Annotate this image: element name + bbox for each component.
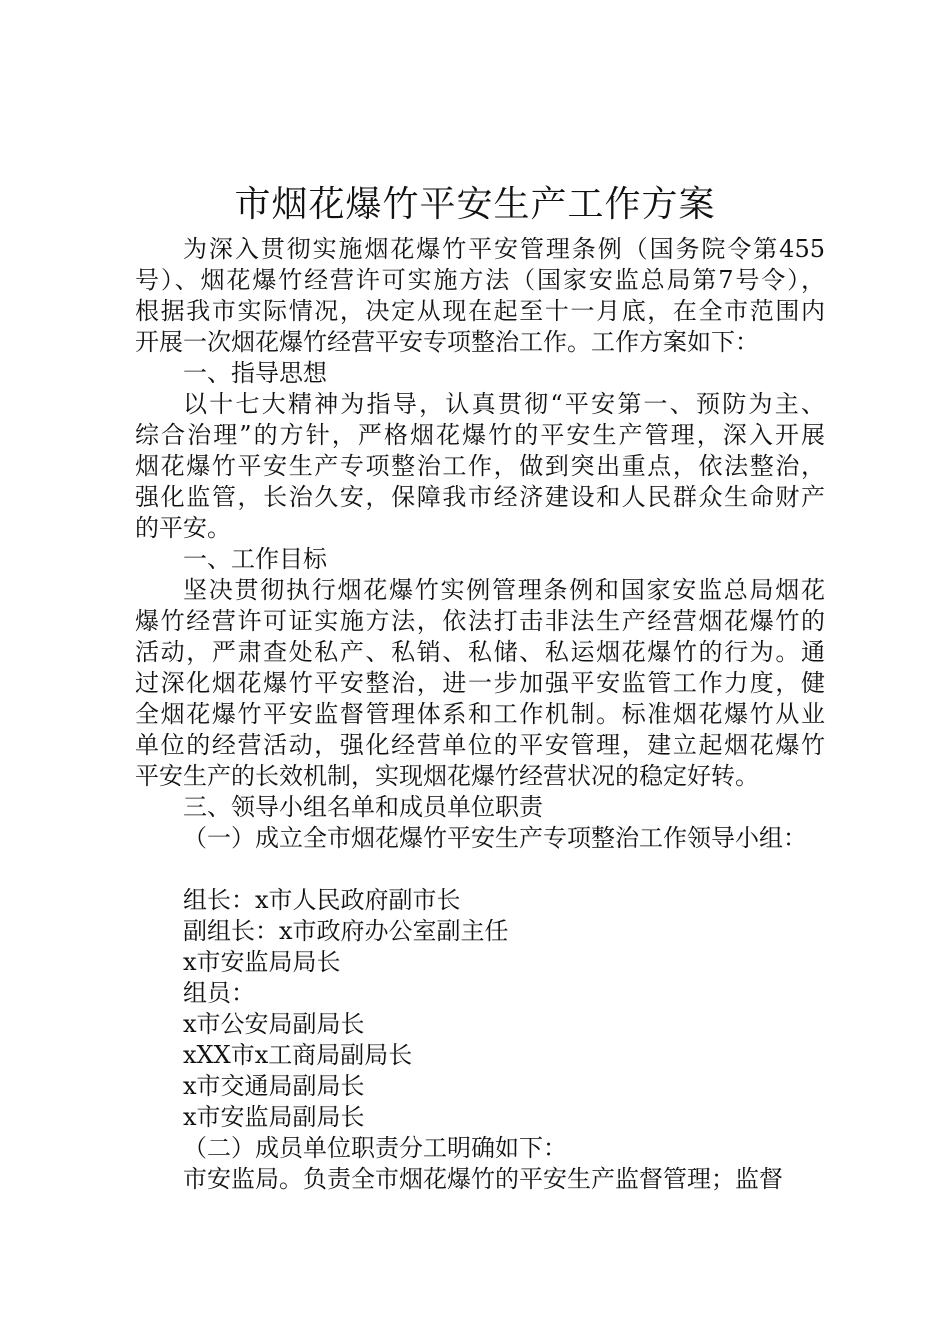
text-line: 过深化烟花爆竹平安整治，进一步加强平安监管工作力度，健 <box>135 669 825 697</box>
text-line: 为深入贯彻实施烟花爆竹平安管理条例（国务院令第455 <box>183 235 825 263</box>
text-line: 烟花爆竹平安生产专项整治工作，做到突出重点，依法整治， <box>135 452 825 480</box>
text-line: 三、领导小组名单和成员单位职责 <box>183 793 543 821</box>
blank-line <box>135 854 825 885</box>
text-line: x市安监局副局长 <box>183 1103 365 1131</box>
text-line: （二）成员单位职责分工明确如下： <box>183 1134 567 1162</box>
document-title: 市烟花爆竹平安生产工作方案 <box>234 184 716 225</box>
text-line: 的平安。 <box>135 514 231 542</box>
text-line: 强化监管，长治久安，保障我市经济建设和人民群众生命财产 <box>135 483 825 511</box>
text-line: 市安监局。负责全市烟花爆竹的平安生产监督管理；监督 <box>183 1165 783 1193</box>
text-line: 坚决贯彻执行烟花爆竹实例管理条例和国家安监总局烟花 <box>183 576 825 604</box>
text-line: 平安生产的长效机制，实现烟花爆竹经营状况的稳定好转。 <box>135 762 759 790</box>
document-body <box>135 234 825 1195</box>
text-line: 一、工作目标 <box>183 545 327 573</box>
text-line: 组员： <box>183 979 255 1007</box>
text-line: 爆竹经营许可证实施方法，依法打击非法生产经营烟花爆竹的 <box>135 607 825 635</box>
text-line: （一）成立全市烟花爆竹平安生产专项整治工作领导小组： <box>183 824 807 852</box>
text-line: 综合治理”的方针，严格烟花爆竹的平安生产管理，深入开展 <box>135 421 825 449</box>
text-line: 开展一次烟花爆竹经营平安专项整治工作。工作方案如下： <box>135 328 759 356</box>
text-line: 活动，严肃查处私产、私销、私储、私运烟花爆竹的行为。通 <box>135 638 825 666</box>
text-line: 副组长：x市政府办公室副主任 <box>183 917 509 945</box>
text-line: x市安监局局长 <box>183 948 341 976</box>
text-line: 全烟花爆竹平安监督管理体系和工作机制。标准烟花爆竹从业 <box>135 700 825 728</box>
text-line: 根据我市实际情况，决定从现在起至十一月底，在全市范围内 <box>135 297 825 325</box>
text-line: x市公安局副局长 <box>183 1010 365 1038</box>
text-line: 号）、烟花爆竹经营许可实施方法（国家安监总局第7号令）， <box>135 266 825 294</box>
text-line: 一、指导思想 <box>183 359 327 387</box>
text-line: xXX市x工商局副局长 <box>183 1041 413 1069</box>
text-line: 单位的经营活动，强化经营单位的平安管理，建立起烟花爆竹 <box>135 731 825 759</box>
text-line: 以十七大精神为指导，认真贯彻“平安第一、预防为主、 <box>183 390 825 418</box>
text-line: x市交通局副局长 <box>183 1072 365 1100</box>
text-line: 组长：x市人民政府副市长 <box>183 886 461 914</box>
